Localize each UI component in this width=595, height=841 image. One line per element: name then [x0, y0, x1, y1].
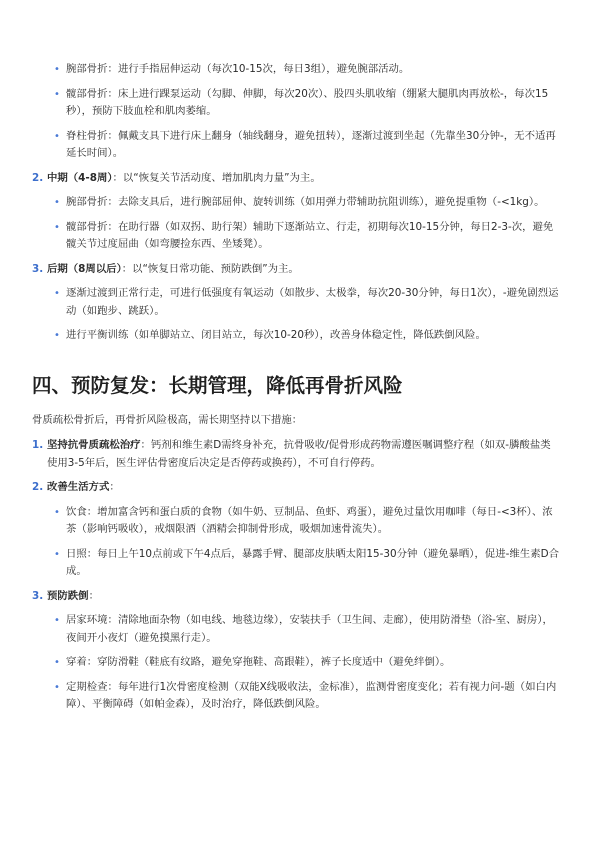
list-item: • 定期检查：每年进行1次骨密度检测（双能X线吸收法，金标准），监测骨密度变化；若有视力问-题（如白内障）、平衡障碍（如帕金森），及时治疗，降低跌倒风险。: [54, 680, 557, 710]
measure-2: 2. 改善生活方式：: [32, 479, 559, 497]
phase-3-heading: 3. 后期（8周以后）：以“恢复日常功能、预防跌倒”为主。: [32, 261, 559, 279]
bullet-icon: •: [54, 506, 60, 518]
bullet-icon: •: [54, 288, 60, 299]
section-intro: 骨质疏松骨折后，再骨折风险极高，需长期坚持以下措施：: [32, 413, 303, 426]
bullet-icon: •: [54, 197, 60, 208]
bullet-icon: •: [54, 330, 60, 341]
list-item: • 日照：每日上午10点前或下午4点后，暴露手臂、腿部皮肤晒太阳15-30分钟（避免暴晒），促进-维生素D合成。: [54, 547, 559, 577]
section-heading: 四、预防复发：长期管理，降低再骨折风险: [32, 373, 403, 397]
phase-2-list: [32, 194, 559, 254]
list-item: • 进行平衡训练（如单脚站立、闭目站立，每次10-20秒），改善身体稳定性，降低跌倒风险。: [32, 327, 559, 345]
bullet-icon: •: [54, 130, 60, 142]
bullet-icon: •: [54, 88, 60, 100]
phase-3-list: [32, 285, 559, 345]
list-number: 3.: [32, 262, 44, 275]
bullet-icon: •: [54, 657, 60, 668]
list-item: • 居家环境：清除地面杂物（如电线、地毯边缘），安装扶手（卫生间、走廊），使用防滑垫（浴-室、厨房），夜间开小夜灯（避免摸黑行走）。: [54, 614, 553, 644]
bullet-icon: •: [54, 221, 60, 233]
phase-2-heading: 2. 中期（4-8周）：以“恢复关节活动度、增加肌肉力量”为主。: [32, 170, 559, 188]
measure-1: 1. 坚持抗骨质疏松治疗：钙剂和维生素D需终身补充，抗骨吸收/促骨形成药物需遵医嘱调整疗程（如双-膦酸盐类使用3-5年后，医生评估骨密度后决定是否停药或换药），不可自行停药。: [32, 439, 551, 469]
bullet-icon: •: [54, 64, 60, 75]
measure-3: 3. 预防跌倒：: [32, 588, 559, 606]
bullet-icon: •: [54, 681, 60, 693]
bullet-icon: •: [54, 615, 60, 626]
early-phase-list: [32, 0, 559, 163]
list-item: • 腕部骨折：去除支具后，进行腕部屈伸、旋转训练（如用弹力带辅助抗阻训练），避免提重物（-<1kg）。: [32, 194, 559, 212]
list-item: • 穿着：穿防滑鞋（鞋底有纹路，避免穿拖鞋、高跟鞋），裤子长度适中（避免绊倒）。: [32, 654, 559, 672]
bullet-icon: •: [54, 548, 60, 560]
list-item: • 腕部骨折：进行手指屈伸运动（每次10-15次，每日3组），避免腕部活动。: [32, 61, 559, 79]
list-item: • 饮食：增加富含钙和蛋白质的食物（如牛奶、豆制品、鱼虾、鸡蛋），避免过量饮用咖啡（每日-<3杯）、浓茶（影响钙吸收），戒烟限酒（酒精会抑制骨形成，吸烟加速骨流失）。: [54, 505, 553, 535]
list-number: 2.: [32, 171, 44, 184]
list-item: • 脊柱骨折：佩戴支具下进行床上翻身（轴线翻身，避免扭转），逐渐过渡到坐起（先靠坐30分钟-，无不适再延长时间）。: [54, 129, 556, 159]
list-number: 2.: [32, 481, 44, 493]
list-item: • 髋部骨折：在助行器（如双拐、助行架）辅助下逐渐站立、行走，初期每次10-15分钟，每日2-3-次，避免髋关节过度屈曲（如弯腰捡东西、坐矮凳）。: [54, 220, 554, 250]
fall-prevention-list: [32, 612, 559, 714]
lifestyle-list: [32, 504, 559, 581]
list-number: 3.: [32, 589, 44, 602]
list-item: • 髋部骨折：床上进行踝泵运动（勾脚、伸脚，每次20次）、股四头肌收缩（绷紧大腿肌肉再放松-，每次15秒），预防下肢血栓和肌肉萎缩。: [54, 87, 549, 117]
list-number: 1.: [32, 439, 44, 451]
list-item: • 逐渐过渡到正常行走，可进行低强度有氧运动（如散步、太极拳，每次20-30分钟，每日1次），-避免剧烈运动（如跑步、跳跃）。: [54, 287, 559, 317]
